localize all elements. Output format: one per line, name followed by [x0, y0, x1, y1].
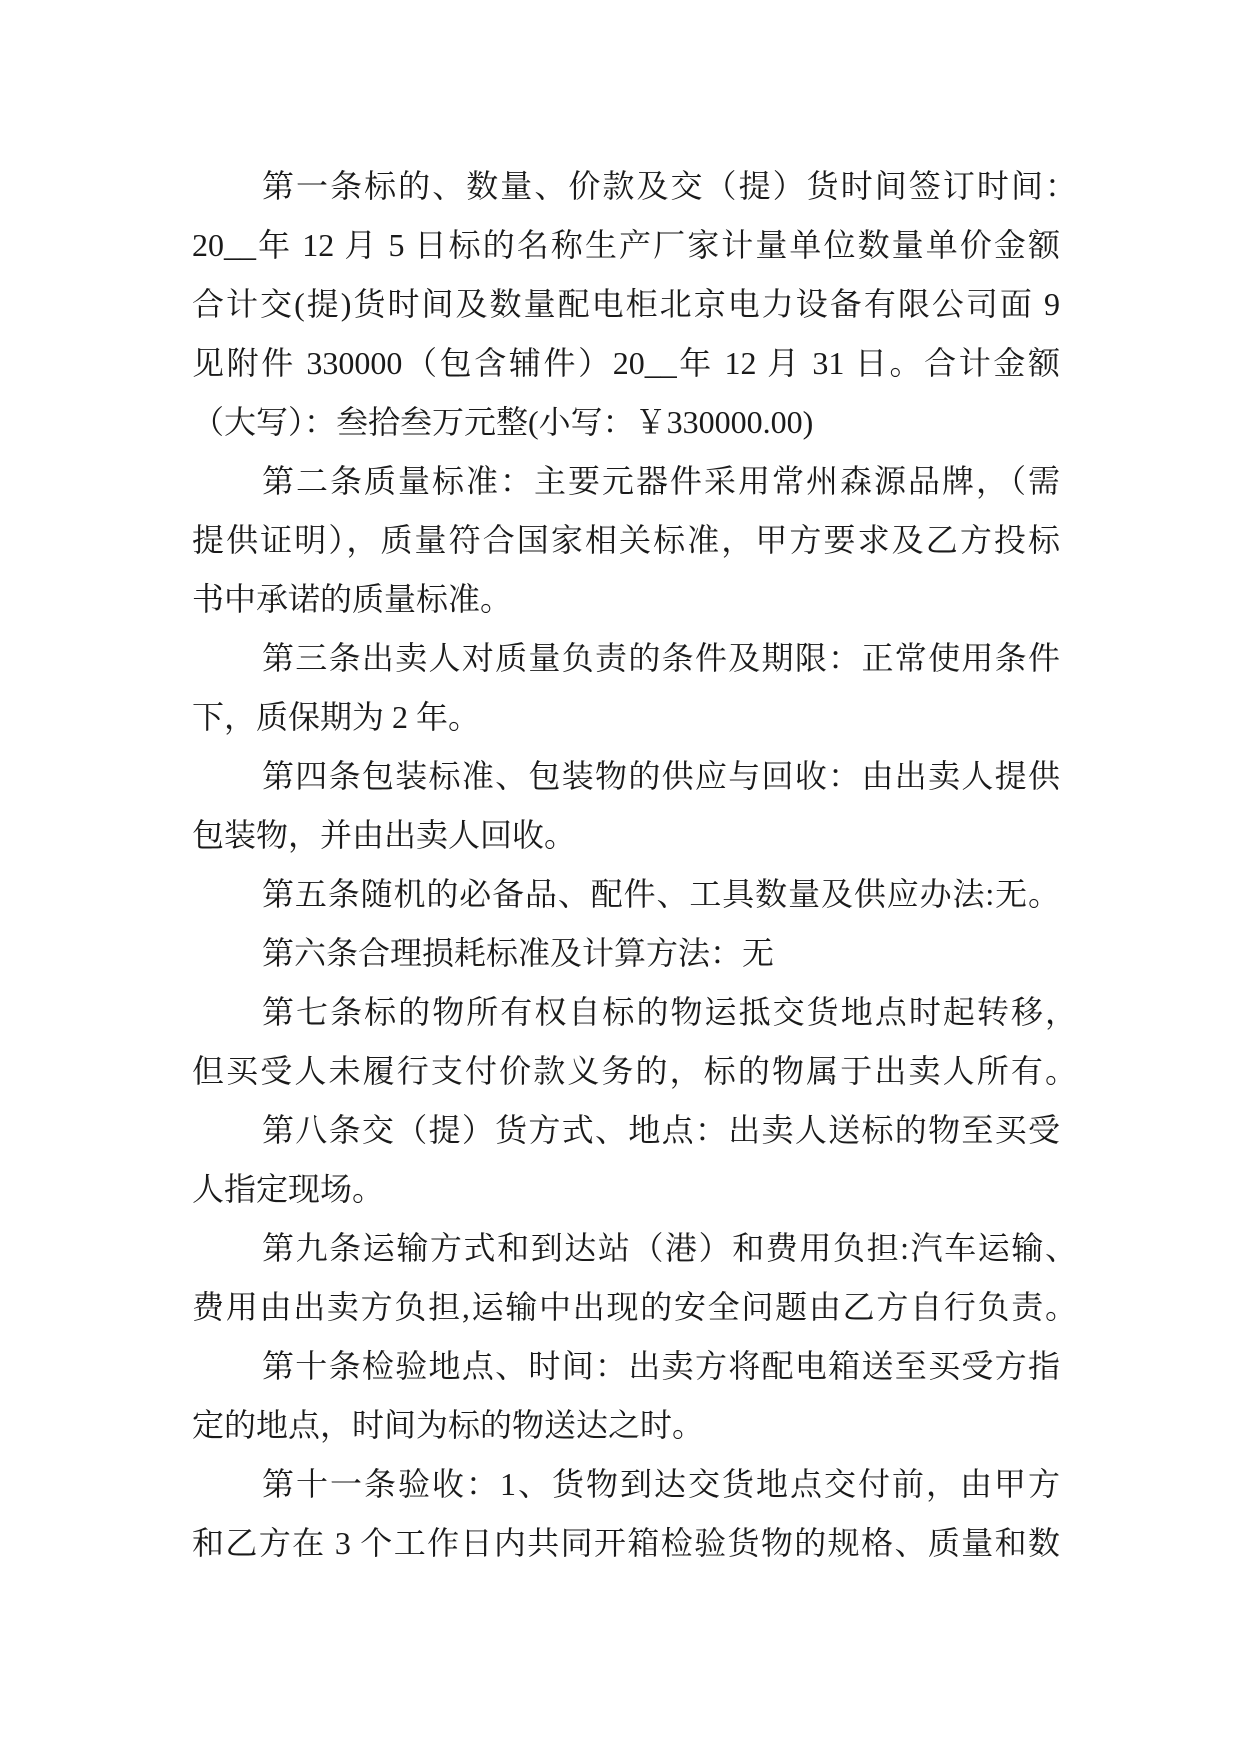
- article-4-paragraph: [192, 747, 1082, 865]
- article-1-line-4: 见附件 330000（包含辅件）20__年 12 月 31 日。合计金额: [192, 345, 1060, 381]
- article-1-line-2: 20__年 12 月 5 日标的名称生产厂家计量单位数量单价金额: [192, 227, 1060, 263]
- article-1-paragraph: [192, 157, 1082, 452]
- article-2-paragraph: [192, 452, 1082, 629]
- article-10-paragraph: [192, 1337, 1082, 1455]
- article-2-line-1: 第二条质量标准：主要元器件采用常州森源品牌，（需: [262, 463, 1060, 499]
- article-2-line-2: 提供证明），质量符合国家相关标准，甲方要求及乙方投标: [192, 522, 1060, 558]
- article-1-line-5: （大写）：叁拾叁万元整(小写：￥330000.00): [192, 404, 814, 440]
- article-3-line-1: 第三条出卖人对质量负责的条件及期限：正常使用条件: [262, 640, 1060, 676]
- article-9-line-1: 第九条运输方式和到达站（港）和费用负担:汽车运输、: [262, 1230, 1077, 1266]
- article-4-line-1: 第四条包装标准、包装物的供应与回收：由出卖人提供: [262, 758, 1060, 794]
- article-11-line-2: 和乙方在 3 个工作日内共同开箱检验货物的规格、质量和数: [192, 1525, 1060, 1561]
- article-3-paragraph: [192, 629, 1082, 747]
- article-9-line-2: 费用由出卖方负担,运输中出现的安全问题由乙方自行负责。: [192, 1289, 1077, 1325]
- article-4-line-2: 包装物，并由出卖人回收。: [192, 817, 577, 853]
- article-10-line-1: 第十条检验地点、时间：出卖方将配电箱送至买受方指: [262, 1348, 1060, 1384]
- article-7-line-1: 第七条标的物所有权自标的物运抵交货地点时起转移，: [262, 994, 1077, 1030]
- article-6-line-1: 第六条合理损耗标准及计算方法：无: [262, 935, 775, 971]
- article-5-line-1: 第五条随机的必备品、配件、工具数量及供应办法:无。: [262, 876, 1060, 912]
- article-2-line-3: 书中承诺的质量标准。: [192, 581, 513, 617]
- article-11-paragraph: [192, 1455, 1082, 1573]
- article-5-paragraph: [192, 865, 1082, 924]
- article-1-line-1: 第一条标的、数量、价款及交（提）货时间签订时间：: [262, 168, 1077, 204]
- article-10-line-2: 定的地点，时间为标的物送达之时。: [192, 1407, 705, 1443]
- article-8-paragraph: [192, 1101, 1082, 1219]
- article-11-line-1: 第十一条验收：1、货物到达交货地点交付前，由甲方: [262, 1466, 1060, 1502]
- article-9-paragraph: [192, 1219, 1082, 1337]
- article-7-paragraph: [192, 983, 1082, 1101]
- article-6-paragraph: [192, 924, 1082, 983]
- document-body: [192, 157, 1082, 1573]
- article-8-line-2: 人指定现场。: [192, 1171, 385, 1207]
- article-8-line-1: 第八条交（提）货方式、地点：出卖人送标的物至买受: [262, 1112, 1060, 1148]
- article-3-line-2: 下，质保期为 2 年。: [192, 699, 481, 735]
- article-1-line-3: 合计交(提)货时间及数量配电柜北京电力设备有限公司面 9: [192, 286, 1060, 322]
- article-7-line-2: 但买受人未履行支付价款义务的，标的物属于出卖人所有。: [192, 1053, 1077, 1089]
